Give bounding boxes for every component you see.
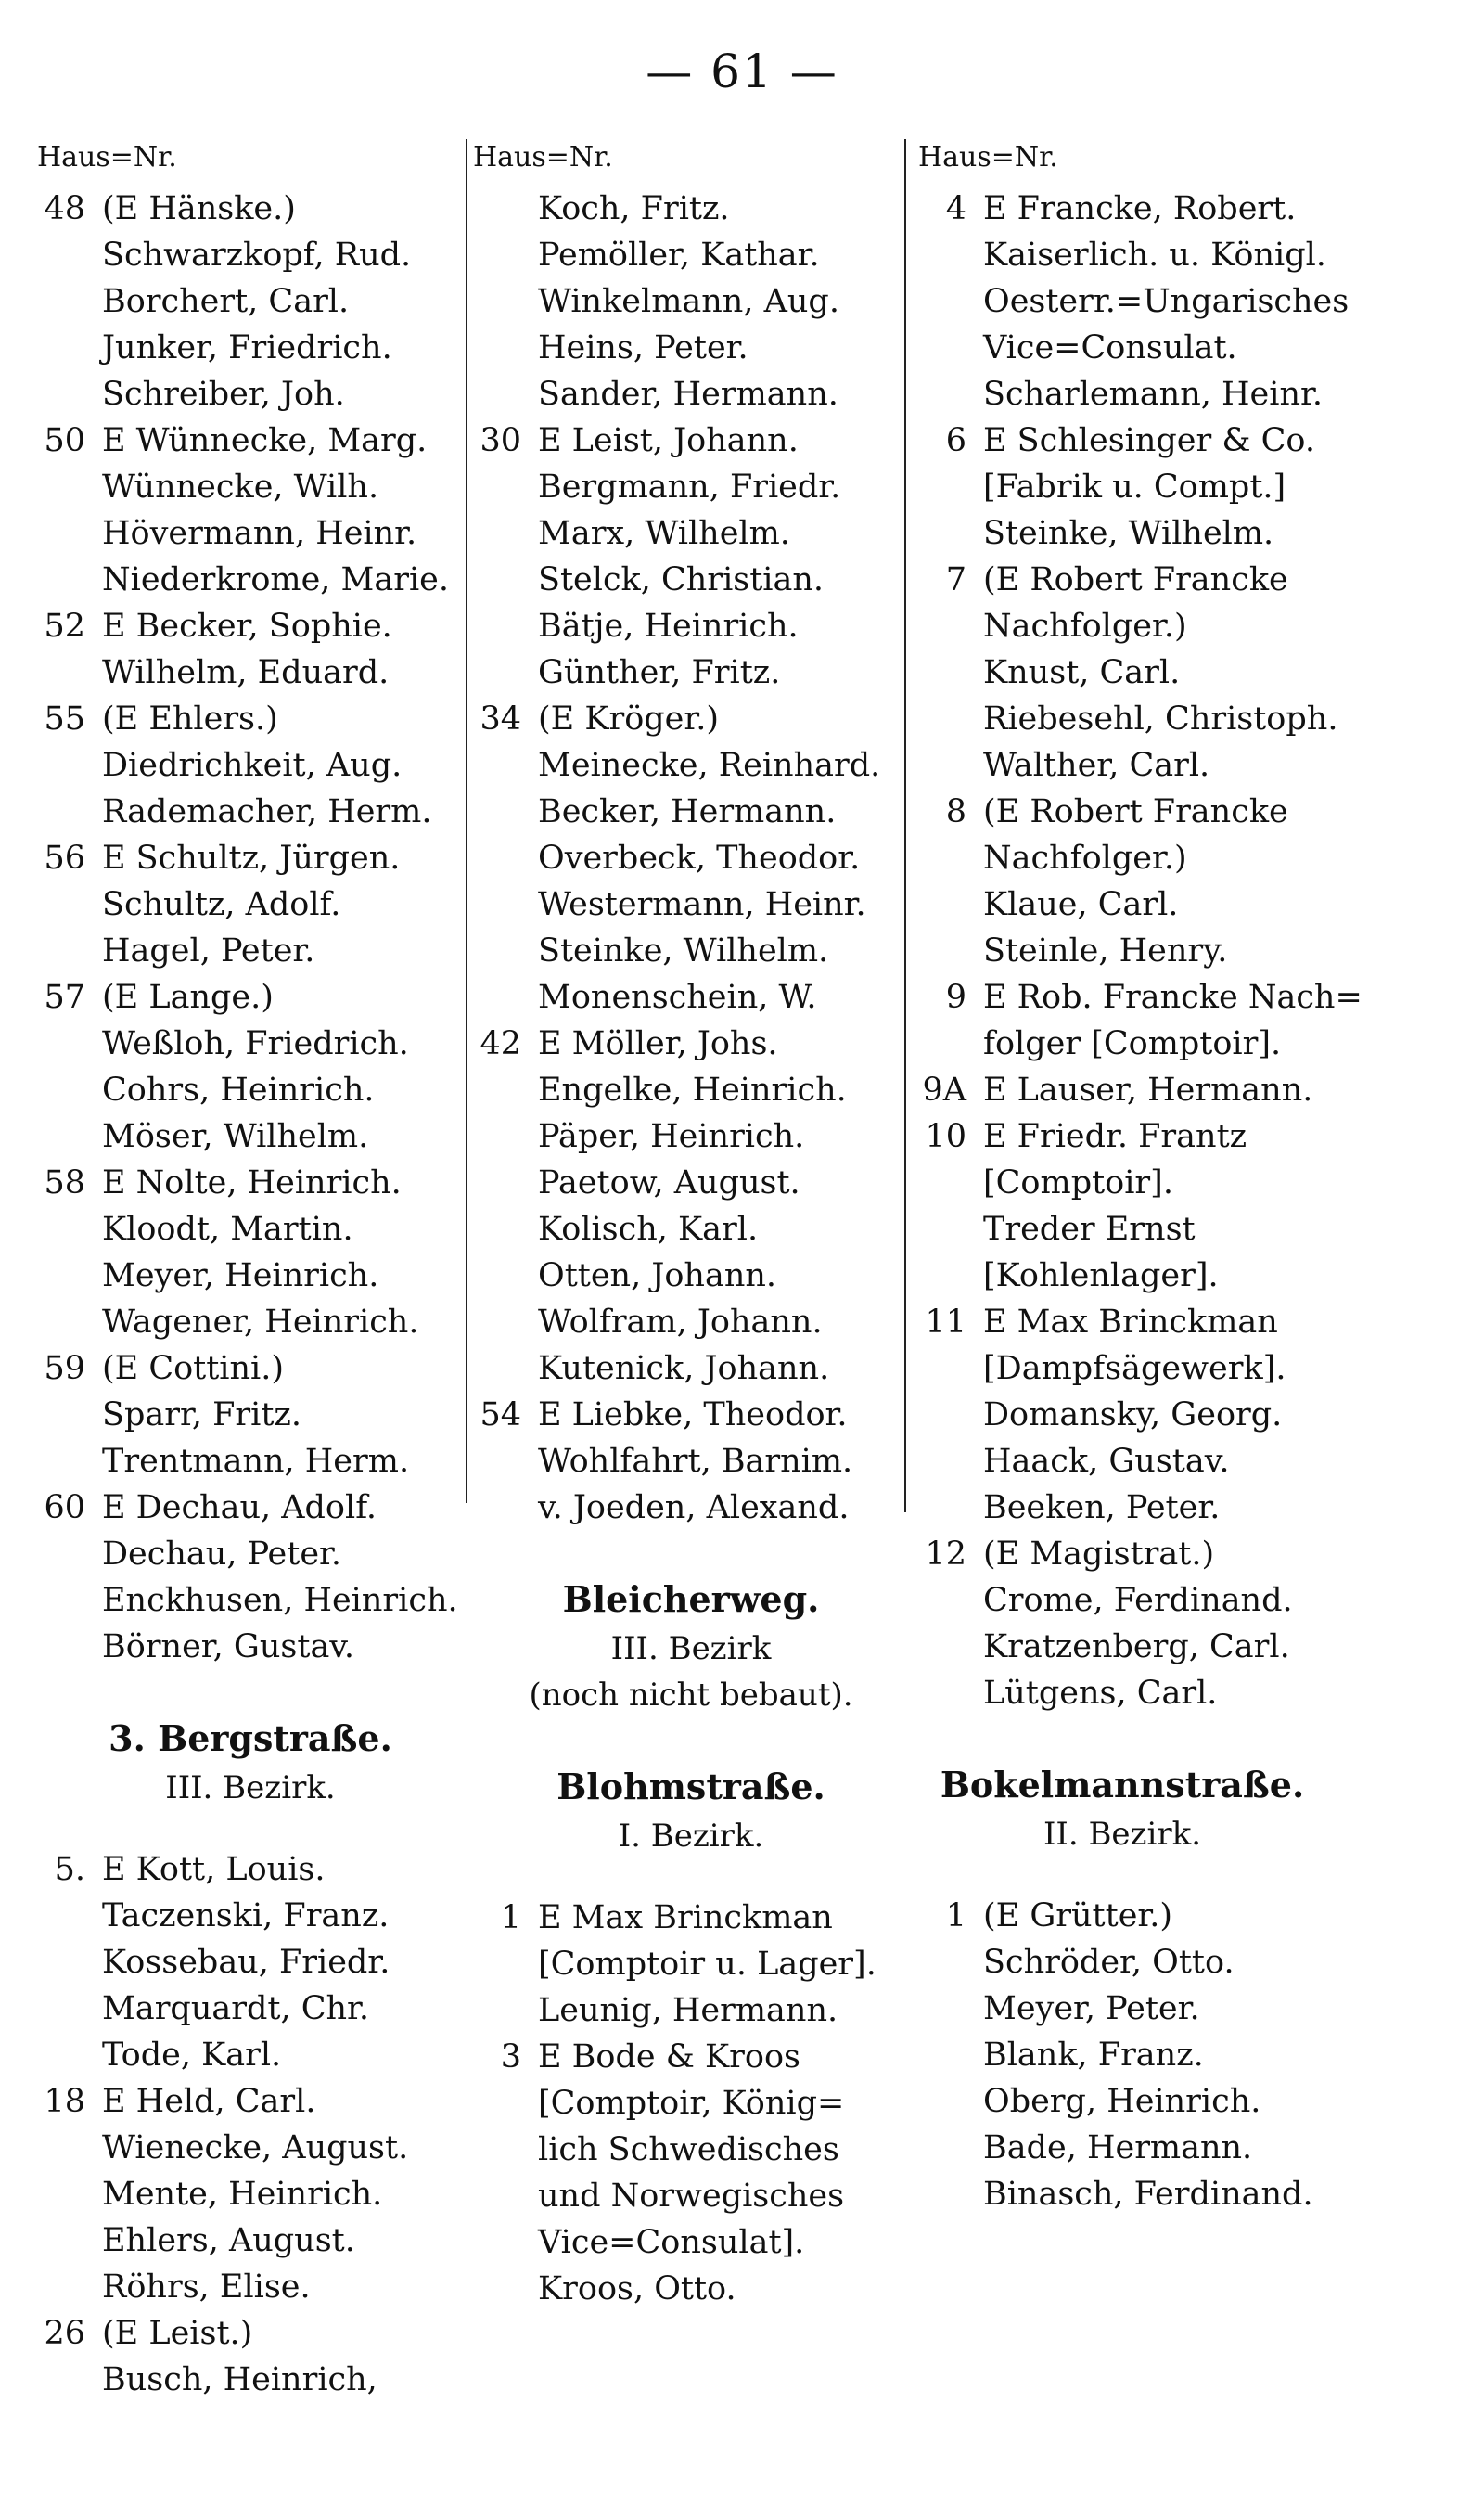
resident-line: Crome, Ferdinand.	[983, 1582, 1293, 1619]
resident-line: Tode, Karl.	[102, 2037, 282, 2074]
resident-line: E Rob. Francke Nach=	[983, 979, 1362, 1016]
house-entry	[918, 1113, 1326, 1299]
resident-line: [Comptoir].	[983, 1164, 1173, 1202]
column-header: Haus=Nr.	[473, 141, 613, 174]
house-number: 1	[500, 1899, 521, 1936]
resident-line: Becker, Hermann.	[538, 793, 837, 830]
street-heading-block	[473, 1574, 909, 1718]
house-entry	[918, 789, 1326, 974]
resident-line: Binasch, Ferdinand.	[983, 2176, 1313, 2213]
resident-line: Steinke, Wilhelm.	[983, 515, 1274, 552]
resident-line: Vice=Consulat].	[538, 2224, 805, 2261]
resident-line: Pemöller, Kathar.	[538, 237, 820, 274]
house-number: 10	[925, 1118, 966, 1155]
resident-line: E Held, Carl.	[102, 2083, 316, 2120]
resident-list	[983, 418, 1326, 557]
house-entry	[918, 1299, 1326, 1531]
district-label: II. Bezirk.	[1043, 1816, 1202, 1853]
resident-line: Weßloh, Friedrich.	[102, 1025, 409, 1062]
resident-line: Schröder, Otto.	[983, 1944, 1235, 1981]
resident-list	[983, 974, 1362, 1067]
resident-list	[983, 186, 1349, 418]
house-number: 8	[945, 793, 966, 830]
directory-column-1	[37, 139, 464, 2403]
house-number: 42	[480, 1025, 521, 1062]
resident-line: Sparr, Fritz.	[102, 1396, 301, 1433]
resident-line: Röhrs, Elise.	[102, 2268, 311, 2306]
resident-line: E Friedr. Frantz	[983, 1118, 1247, 1155]
resident-list	[983, 1299, 1326, 1531]
resident-line: Rademacher, Herm.	[102, 793, 432, 830]
resident-line: Paetow, August.	[538, 1164, 800, 1202]
house-entry	[473, 2034, 909, 2312]
resident-line: Niederkrome, Marie.	[102, 561, 450, 598]
resident-line: Stelck, Christian.	[538, 561, 825, 598]
resident-line: Beeken, Peter.	[983, 1489, 1221, 1526]
house-number: 34	[480, 700, 521, 738]
street-section	[37, 186, 464, 1670]
district-label: I. Bezirk.	[618, 1818, 764, 1855]
resident-line: Schreiber, Joh.	[102, 376, 345, 413]
resident-list	[983, 1531, 1326, 1716]
resident-list	[102, 186, 464, 418]
house-number: 12	[925, 1536, 966, 1573]
resident-line: Haack, Gustav.	[983, 1443, 1230, 1480]
resident-line: Mente, Heinrich.	[102, 2176, 383, 2213]
resident-line: Knust, Carl.	[983, 654, 1181, 691]
resident-line: Nachfolger.)	[983, 608, 1187, 645]
resident-line: Kroos, Otto.	[538, 2270, 736, 2307]
resident-line: Hövermann, Heinr.	[102, 515, 417, 552]
resident-list	[102, 835, 464, 974]
resident-line: Schultz, Adolf.	[102, 886, 341, 923]
resident-line: Kloodt, Martin.	[102, 1211, 353, 1248]
resident-line: Steinke, Wilhelm.	[538, 932, 829, 970]
page-number: — 61 —	[646, 45, 838, 98]
resident-line: Cohrs, Heinrich.	[102, 1072, 375, 1109]
house-entry	[473, 418, 909, 696]
house-entry	[37, 1846, 464, 2078]
house-number: 59	[44, 1350, 85, 1387]
resident-line: Treder Ernst	[983, 1211, 1196, 1248]
column-header: Haus=Nr.	[918, 141, 1058, 174]
resident-line: Lütgens, Carl.	[983, 1675, 1218, 1712]
house-entry	[37, 696, 464, 835]
resident-list	[102, 1484, 464, 1670]
resident-list	[102, 2078, 464, 2310]
resident-line: Kolisch, Karl.	[538, 1211, 759, 1248]
house-number: 9	[945, 979, 966, 1016]
street-section	[473, 1761, 909, 2312]
house-entry	[473, 186, 909, 418]
resident-line: Günther, Fritz.	[538, 654, 781, 691]
resident-line: E Lauser, Hermann.	[983, 1072, 1313, 1109]
resident-line: Borchert, Carl.	[102, 283, 350, 320]
resident-line: Dechau, Peter.	[102, 1536, 342, 1573]
resident-list	[538, 1895, 909, 2034]
house-number: 6	[945, 422, 966, 459]
resident-line: v. Joeden, Alexand.	[538, 1489, 850, 1526]
resident-list	[983, 1893, 1326, 2217]
street-title: 3. Bergstraße.	[109, 1717, 392, 1759]
house-number: 48	[44, 190, 85, 227]
house-entry	[918, 418, 1326, 557]
street-section	[37, 1713, 464, 2403]
house-number: 57	[44, 979, 85, 1016]
resident-line: E Dechau, Adolf.	[102, 1489, 377, 1526]
column-header: Haus=Nr.	[37, 141, 177, 174]
house-entry	[473, 696, 909, 1021]
resident-line: E Max Brinckman	[538, 1899, 833, 1936]
resident-list	[538, 1392, 909, 1531]
house-entry	[37, 835, 464, 974]
house-number: 5.	[54, 1851, 85, 1888]
resident-line: Wilhelm, Eduard.	[102, 654, 390, 691]
resident-line: (E Robert Francke	[983, 793, 1288, 830]
resident-list	[102, 1345, 464, 1484]
directory-column-2	[473, 139, 909, 2312]
resident-line: Otten, Johann.	[538, 1257, 777, 1294]
resident-line: Sander, Hermann.	[538, 376, 838, 413]
resident-line: Bergmann, Friedr.	[538, 469, 841, 506]
resident-line: E Nolte, Heinrich.	[102, 1164, 402, 1202]
resident-line: E Kott, Louis.	[102, 1851, 326, 1888]
resident-list	[538, 2034, 909, 2312]
street-title: Bokelmannstraße.	[940, 1764, 1305, 1806]
house-entry	[37, 1160, 464, 1345]
resident-line: Wolfram, Johann.	[538, 1304, 823, 1341]
resident-line: (E Lange.)	[102, 979, 274, 1016]
resident-list	[102, 418, 464, 603]
house-number: 11	[925, 1304, 966, 1341]
resident-line: E Becker, Sophie.	[102, 608, 392, 645]
house-entry	[37, 186, 464, 418]
spacer	[473, 1859, 909, 1895]
resident-list	[538, 1021, 909, 1392]
resident-line: Börner, Gustav.	[102, 1628, 355, 1665]
house-number: 1	[945, 1897, 966, 1934]
street-title: Blohmstraße.	[556, 1766, 825, 1807]
house-entry	[918, 1893, 1326, 2217]
resident-line: E Francke, Robert.	[983, 190, 1297, 227]
resident-line: lich Schwedisches	[538, 2131, 839, 2168]
resident-line: [Kohlenlager].	[983, 1257, 1219, 1294]
resident-line: E Möller, Johs.	[538, 1025, 778, 1062]
district-label: III. Bezirk.	[165, 1769, 336, 1806]
resident-list	[538, 186, 909, 418]
resident-line: Blank, Franz.	[983, 2037, 1204, 2074]
street-section	[918, 1759, 1326, 2217]
resident-line: Steinle, Henry.	[983, 932, 1228, 970]
resident-line: Overbeck, Theodor.	[538, 840, 861, 877]
resident-line: Walther, Carl.	[983, 747, 1210, 784]
resident-line: (E Cottini.)	[102, 1350, 285, 1387]
resident-line: Leunig, Hermann.	[538, 1992, 838, 2029]
house-entry	[37, 418, 464, 603]
resident-line: Monenschein, W.	[538, 979, 817, 1016]
house-entry	[37, 974, 464, 1160]
column-divider	[466, 139, 467, 1503]
resident-line: E Wünnecke, Marg.	[102, 422, 428, 459]
resident-line: (E Leist.)	[102, 2315, 253, 2352]
house-number: 58	[44, 1164, 85, 1202]
resident-line: Scharlemann, Heinr.	[983, 376, 1323, 413]
directory-column-3	[918, 139, 1362, 2217]
resident-line: E Liebke, Theodor.	[538, 1396, 848, 1433]
house-number: 9A	[922, 1072, 966, 1109]
resident-list	[983, 557, 1337, 789]
resident-line: Westermann, Heinr.	[538, 886, 866, 923]
resident-line: Meyer, Peter.	[983, 1990, 1200, 2027]
district-label: III. Bezirk	[610, 1630, 772, 1667]
resident-line: Schwarzkopf, Rud.	[102, 237, 412, 274]
resident-line: Kratzenberg, Carl.	[983, 1628, 1290, 1665]
street-section	[473, 186, 909, 1531]
resident-line: Wienecke, August.	[102, 2129, 409, 2166]
resident-line: E Max Brinckman	[983, 1304, 1278, 1341]
resident-line: (E Magistrat.)	[983, 1536, 1215, 1573]
resident-line: Enckhusen, Heinrich.	[102, 1582, 458, 1619]
house-entry	[918, 974, 1362, 1067]
resident-line: [Comptoir, König=	[538, 2085, 845, 2122]
resident-line: Möser, Wilhelm.	[102, 1118, 369, 1155]
street-heading-block	[37, 1713, 464, 1811]
street-heading-block	[473, 1761, 909, 1859]
resident-line: Oesterr.=Ungarisches	[983, 283, 1350, 320]
resident-line: Marx, Wilhelm.	[538, 515, 790, 552]
resident-line: Domansky, Georg.	[983, 1396, 1283, 1433]
resident-line: Koch, Fritz.	[538, 190, 730, 227]
resident-line: Diedrichkeit, Aug.	[102, 747, 403, 784]
spacer	[37, 1811, 464, 1846]
resident-line: Oberg, Heinrich.	[983, 2083, 1261, 2120]
house-number: 3	[500, 2038, 521, 2076]
resident-line: Nachfolger.)	[983, 840, 1187, 877]
street-section	[473, 1574, 909, 1718]
resident-line: [Fabrik u. Compt.]	[983, 469, 1286, 506]
spacer	[918, 1857, 1326, 1893]
house-entry	[37, 2078, 464, 2310]
resident-line: Heins, Peter.	[538, 329, 748, 366]
resident-line: Junker, Friedrich.	[102, 329, 392, 366]
resident-line: (E Ehlers.)	[102, 700, 278, 738]
house-number: 55	[44, 700, 85, 738]
resident-line: und Norwegisches	[538, 2178, 845, 2215]
street-section	[918, 186, 1362, 1716]
resident-list	[538, 418, 909, 696]
resident-line: (E Grütter.)	[983, 1897, 1173, 1934]
house-number: 7	[945, 561, 966, 598]
house-number: 30	[480, 422, 521, 459]
resident-line: Wünnecke, Wilh.	[102, 469, 379, 506]
resident-list	[538, 696, 909, 1021]
resident-line: (E Hänske.)	[102, 190, 296, 227]
resident-line: [Dampfsägewerk].	[983, 1350, 1286, 1387]
street-note: (noch nicht bebaut).	[529, 1677, 853, 1714]
house-entry	[918, 186, 1350, 418]
resident-line: folger [Comptoir].	[983, 1025, 1282, 1062]
house-entry	[37, 1345, 464, 1484]
resident-list	[102, 1846, 464, 2078]
resident-line: Wohlfahrt, Barnim.	[538, 1443, 853, 1480]
house-entry	[37, 603, 464, 696]
resident-line: Päper, Heinrich.	[538, 1118, 805, 1155]
resident-line: Trentmann, Herm.	[102, 1443, 410, 1480]
resident-line: Bätje, Heinrich.	[538, 608, 799, 645]
resident-line: Marquardt, Chr.	[102, 1990, 370, 2027]
resident-line: Meyer, Heinrich.	[102, 1257, 379, 1294]
house-entry	[473, 1392, 909, 1531]
resident-list	[983, 789, 1326, 974]
house-entry	[918, 557, 1338, 789]
house-entry	[473, 1021, 909, 1392]
resident-line: Ehlers, August.	[102, 2222, 355, 2259]
resident-line: E Schlesinger & Co.	[983, 422, 1316, 459]
resident-line: Hagel, Peter.	[102, 932, 315, 970]
resident-line: [Comptoir u. Lager].	[538, 1946, 876, 1983]
street-title: Bleicherweg.	[562, 1578, 820, 1620]
house-number: 56	[44, 840, 85, 877]
resident-line: Meinecke, Reinhard.	[538, 747, 881, 784]
resident-line: (E Kröger.)	[538, 700, 720, 738]
resident-line: Busch, Heinrich,	[102, 2361, 377, 2398]
resident-line: E Schultz, Jürgen.	[102, 840, 401, 877]
house-number: 54	[480, 1396, 521, 1433]
resident-list	[102, 1160, 464, 1345]
house-entry	[37, 2310, 464, 2403]
resident-list	[102, 2310, 464, 2403]
resident-list	[102, 696, 464, 835]
resident-line: Kossebau, Friedr.	[102, 1944, 390, 1981]
house-entry	[918, 1531, 1326, 1716]
house-number: 60	[44, 1489, 85, 1526]
house-number: 50	[44, 422, 85, 459]
resident-line: Wagener, Heinrich.	[102, 1304, 419, 1341]
house-number: 52	[44, 608, 85, 645]
resident-list	[102, 974, 464, 1160]
house-entry	[918, 1067, 1326, 1113]
resident-line: Klaue, Carl.	[983, 886, 1179, 923]
resident-line: (E Robert Francke	[983, 561, 1288, 598]
house-number: 18	[44, 2083, 85, 2120]
house-entry	[37, 1484, 464, 1670]
house-entry	[473, 1895, 909, 2034]
house-number: 26	[44, 2315, 85, 2352]
resident-line: Riebesehl, Christoph.	[983, 700, 1338, 738]
resident-line: E Leist, Johann.	[538, 422, 799, 459]
street-heading-block	[918, 1759, 1326, 1857]
resident-list	[102, 603, 464, 696]
resident-line: E Bode & Kroos	[538, 2038, 800, 2076]
resident-line: Taczenski, Franz.	[102, 1897, 390, 1934]
resident-line: Winkelmann, Aug.	[538, 283, 839, 320]
resident-line: Vice=Consulat.	[983, 329, 1237, 366]
house-number: 4	[945, 190, 966, 227]
resident-list	[983, 1067, 1326, 1113]
resident-line: Bade, Hermann.	[983, 2129, 1253, 2166]
resident-list	[983, 1113, 1326, 1299]
resident-line: Kutenick, Johann.	[538, 1350, 830, 1387]
resident-line: Engelke, Heinrich.	[538, 1072, 847, 1109]
resident-line: Kaiserlich. u. Königl.	[983, 237, 1326, 274]
